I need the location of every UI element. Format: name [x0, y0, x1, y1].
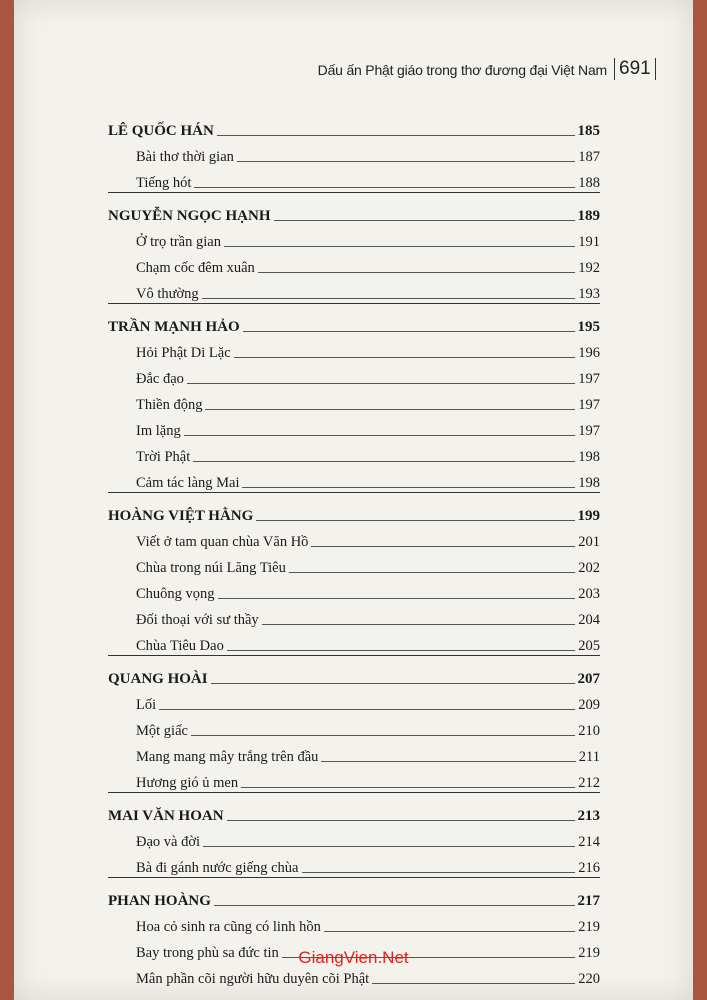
entry-title: Chùa Tiêu Dao: [136, 638, 224, 654]
toc-entry: [108, 577, 600, 603]
toc-entry: [108, 466, 600, 492]
toc-entry: [108, 825, 600, 851]
toc-entry: [108, 910, 600, 936]
author-name: NGUYỄN NGỌC HẠNH: [108, 208, 271, 224]
leader-line: [243, 331, 575, 332]
author-name: TRẦN MẠNH HẢO: [108, 319, 240, 335]
entry-title: Bay trong phù sa đức tin: [136, 945, 279, 961]
entry-page: 209: [578, 697, 600, 713]
entry-title: Chùa trong núi Lăng Tiêu: [136, 560, 286, 576]
entry-page: 220: [578, 971, 600, 987]
leader-line: [258, 272, 575, 273]
leader-line: [237, 161, 575, 162]
leader-line: [205, 409, 575, 410]
author-page: 189: [577, 208, 600, 224]
leader-line: [203, 846, 575, 847]
leader-line: [241, 787, 575, 788]
toc-section: [108, 114, 600, 193]
toc-author-row: [108, 199, 600, 225]
toc-entry: [108, 166, 600, 192]
leader-line: [311, 546, 575, 547]
entry-title: Đối thoại với sư thầy: [136, 612, 259, 628]
author-page: 217: [577, 893, 600, 909]
toc-section: [108, 199, 600, 304]
entry-title: Thiền động: [136, 397, 203, 413]
leader-line: [242, 487, 575, 488]
toc-section: [108, 884, 600, 988]
toc-entry: [108, 414, 600, 440]
entry-page: 204: [578, 612, 600, 628]
entry-title: Im lặng: [136, 423, 181, 439]
leader-line: [234, 357, 576, 358]
entry-page: 197: [578, 397, 600, 413]
author-page: 195: [577, 319, 600, 335]
entry-page: 205: [578, 638, 600, 654]
table-of-contents: [108, 114, 600, 994]
author-page: 199: [577, 508, 600, 524]
entry-title: Hương gió ủ men: [136, 775, 239, 791]
leader-line: [224, 246, 575, 247]
leader-line: [262, 624, 576, 625]
leader-line: [217, 135, 575, 136]
toc-entry: [108, 629, 600, 655]
author-name: MAI VĂN HOAN: [108, 808, 224, 824]
toc-entry: [108, 277, 600, 303]
leader-line: [289, 572, 575, 573]
entry-page: 201: [578, 534, 600, 550]
entry-page: 212: [578, 775, 600, 791]
toc-author-row: [108, 114, 600, 140]
leader-line: [321, 761, 575, 762]
entry-title: Ở trọ trần gian: [136, 234, 221, 250]
toc-entry: [108, 688, 600, 714]
toc-section: [108, 799, 600, 878]
toc-entry: [108, 766, 600, 792]
entry-title: Đắc đạo: [136, 371, 184, 387]
author-name: LÊ QUỐC HÁN: [108, 123, 214, 139]
author-name: PHAN HOÀNG: [108, 893, 211, 909]
entry-page: 197: [578, 371, 600, 387]
leader-line: [302, 872, 576, 873]
toc-entry: [108, 440, 600, 466]
leader-line: [194, 187, 575, 188]
entry-title: Chuông vọng: [136, 586, 215, 602]
entry-page: 193: [578, 286, 600, 302]
toc-section: [108, 662, 600, 793]
watermark-text: GiangVien.Net: [298, 948, 409, 967]
entry-title: Viết ở tam quan chùa Văn Hồ: [136, 534, 309, 550]
entry-title: Mân phần cõi người hữu duyên cõi Phật: [136, 971, 370, 987]
leader-line: [324, 931, 575, 932]
toc-entry: [108, 525, 600, 551]
toc-entry: [108, 603, 600, 629]
entry-page: 198: [578, 449, 600, 465]
toc-author-row: [108, 884, 600, 910]
toc-entry: [108, 336, 600, 362]
leader-line: [184, 435, 576, 436]
toc-entry: [108, 251, 600, 277]
entry-page: 211: [578, 749, 600, 765]
toc-entry: [108, 551, 600, 577]
entry-page: 197: [578, 423, 600, 439]
entry-page: 214: [578, 834, 600, 850]
toc-section: [108, 310, 600, 493]
toc-entry: [108, 851, 600, 877]
leader-line: [274, 220, 575, 221]
leader-line: [159, 709, 575, 710]
toc-entry: [108, 388, 600, 414]
leader-line: [218, 598, 576, 599]
entry-title: Tiếng hót: [136, 175, 192, 191]
toc-entry: [108, 740, 600, 766]
author-name: QUANG HOÀI: [108, 671, 208, 687]
toc-entry: [108, 714, 600, 740]
leader-line: [214, 905, 575, 906]
entry-title: Vô thường: [136, 286, 199, 302]
toc-entry: [108, 140, 600, 166]
author-name: HOÀNG VIỆT HẰNG: [108, 508, 254, 524]
entry-page: 191: [578, 234, 600, 250]
toc-entry: [108, 362, 600, 388]
leader-line: [256, 520, 574, 521]
leader-line: [191, 735, 575, 736]
leader-line: [193, 461, 575, 462]
leader-line: [372, 983, 575, 984]
toc-section: [108, 499, 600, 656]
toc-author-row: [108, 662, 600, 688]
entry-title: Hoa cỏ sinh ra cũng có linh hồn: [136, 919, 321, 935]
entry-title: Đạo và đời: [136, 834, 201, 850]
leader-line: [202, 298, 576, 299]
entry-title: Trời Phật: [136, 449, 191, 465]
entry-title: Bài thơ thời gian: [136, 149, 234, 165]
running-header: Dấu ấn Phật giáo trong thơ đương đại Việt Nam: [317, 62, 607, 78]
toc-entry: [108, 225, 600, 251]
toc-author-row: [108, 310, 600, 336]
entry-page: 219: [578, 919, 600, 935]
entry-page: 198: [578, 475, 600, 491]
author-page: 213: [577, 808, 600, 824]
entry-title: Một giấc: [136, 723, 188, 739]
toc-author-row: [108, 499, 600, 525]
entry-page: 188: [578, 175, 600, 191]
leader-line: [227, 650, 575, 651]
entry-title: Chạm cốc đêm xuân: [136, 260, 255, 276]
entry-page: 216: [578, 860, 600, 876]
entry-page: 202: [578, 560, 600, 576]
entry-title: Hỏi Phật Di Lặc: [136, 345, 231, 361]
leader-line: [187, 383, 575, 384]
toc-author-row: [108, 799, 600, 825]
entry-title: Mang mang mây trắng trên đầu: [136, 749, 319, 765]
author-page: 207: [577, 671, 600, 687]
entry-page: 192: [578, 260, 600, 276]
entry-title: Bà đi gánh nước giếng chùa: [136, 860, 299, 876]
leader-line: [227, 820, 575, 821]
entry-page: 196: [578, 345, 600, 361]
entry-page: 219: [578, 945, 600, 961]
entry-page: 210: [578, 723, 600, 739]
entry-title: Cảm tác làng Mai: [136, 475, 240, 491]
leader-line: [211, 683, 575, 684]
entry-title: Lối: [136, 697, 157, 713]
page-number: 691: [614, 58, 656, 80]
entry-page: 203: [578, 586, 600, 602]
entry-page: 187: [578, 149, 600, 165]
author-page: 185: [577, 123, 600, 139]
